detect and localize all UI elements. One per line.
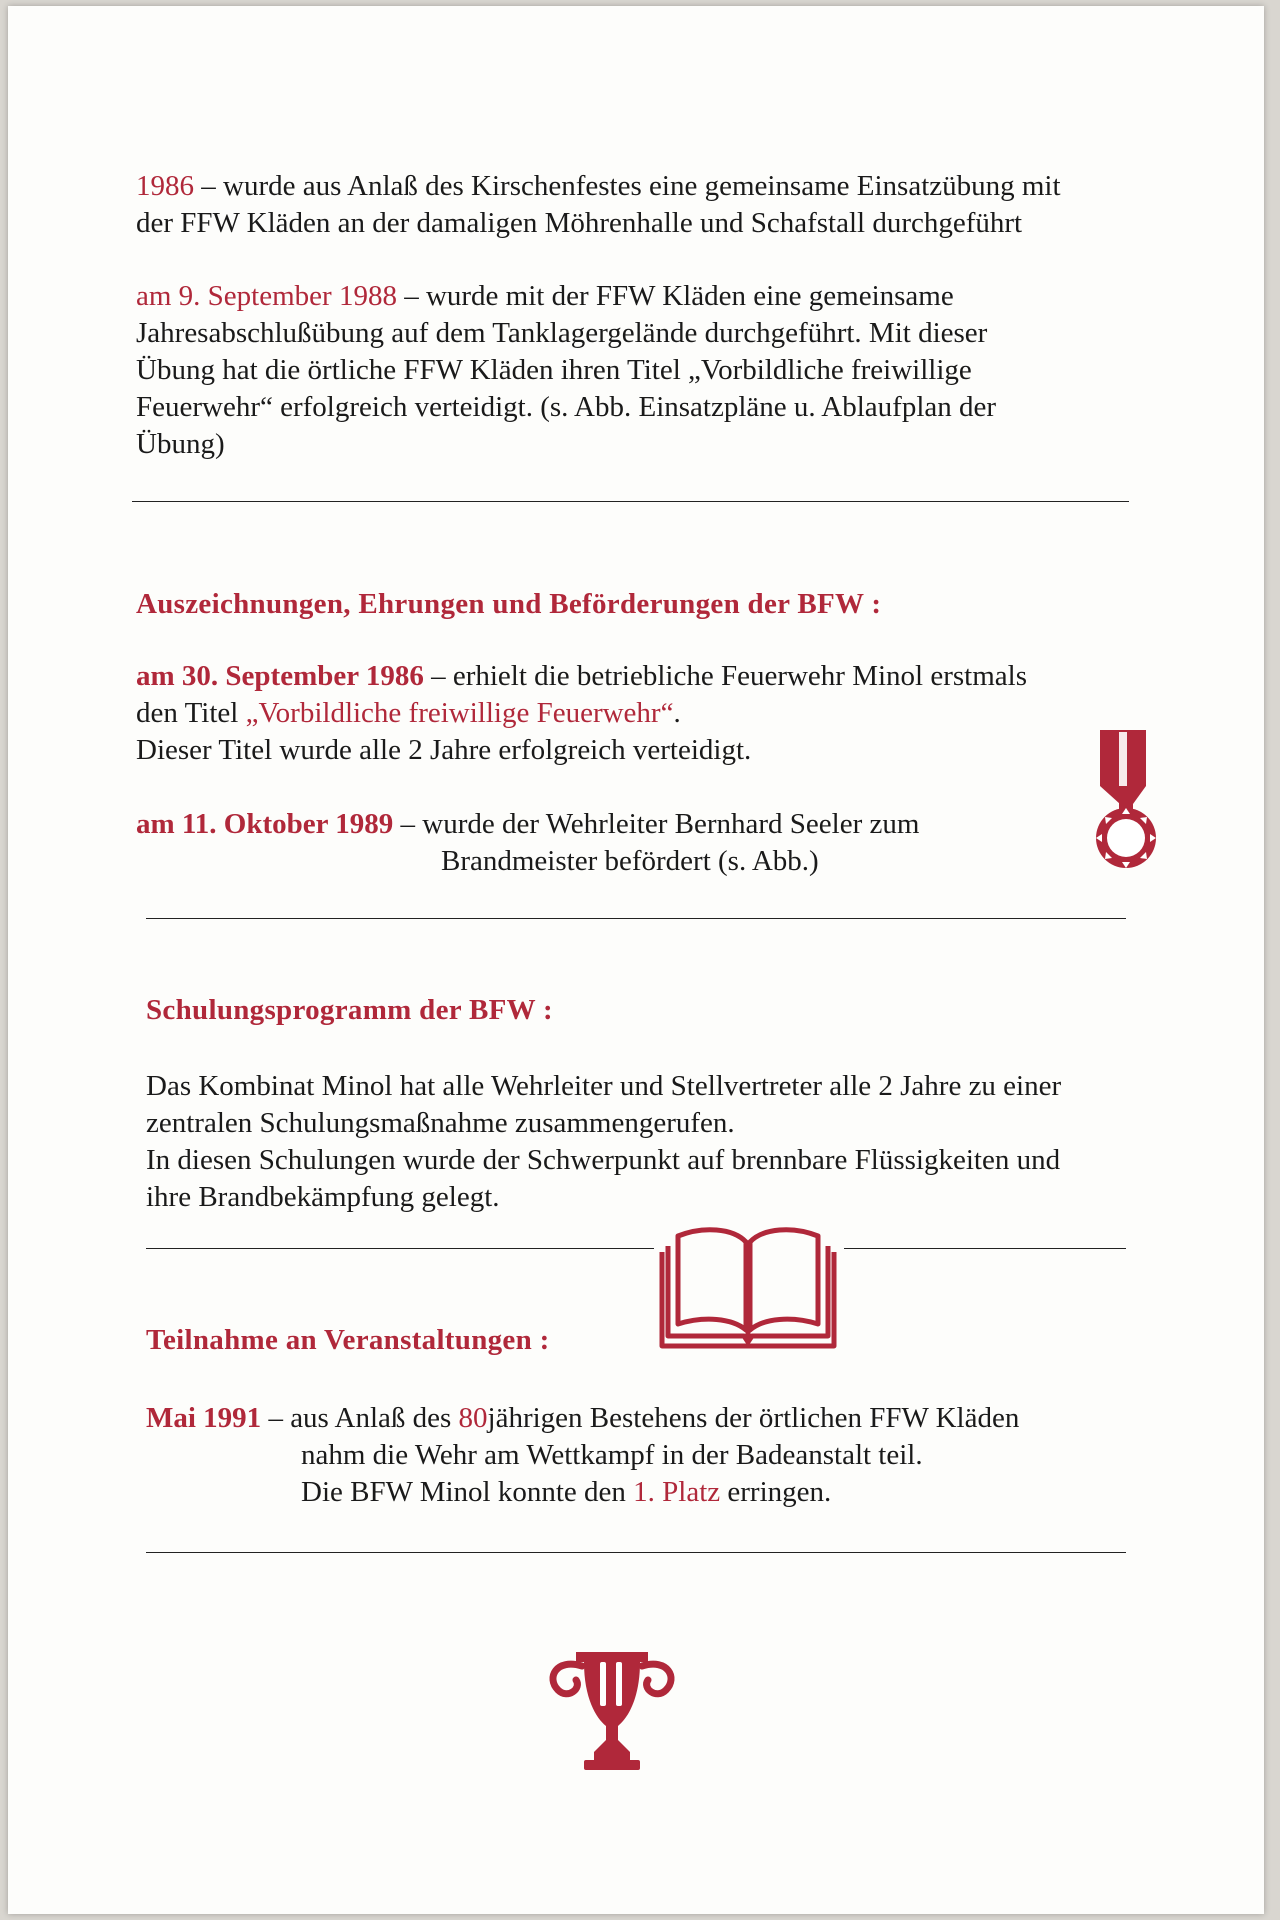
entry-text: Übung hat die örtliche FFW Kläden ihren Titel „Vorbildliche freiwillige: [136, 354, 972, 386]
entry-text: Übung): [136, 428, 225, 460]
entry-text: – wurde aus Anlaß des Kirschenfestes eine gemeinsame Einsatzübung mit: [194, 170, 1061, 202]
open-book-icon: [658, 1218, 838, 1353]
entry-text: nahm die Wehr am Wettkampf in der Badeanstalt teil.: [301, 1439, 923, 1471]
entry-text: – wurde mit der FFW Kläden eine gemeinsame: [396, 280, 954, 312]
entry-date: Mai 1991: [146, 1402, 262, 1434]
entry-text: Feuerwehr“ erfolgreich verteidigt. (s. Abb. Einsatzpläne u. Ablaufplan der: [136, 391, 997, 423]
paragraph-line: In diesen Schulungen wurde der Schwerpunkt auf brennbare Flüssigkeiten und: [146, 1144, 1061, 1176]
paragraph-line: zentralen Schulungsmaßnahme zusammengerufen.: [146, 1107, 735, 1139]
entry-text: Brandmeister befördert (s. Abb.): [441, 845, 819, 877]
entry-text: erringen.: [720, 1476, 832, 1508]
award-title: „Vorbildliche freiwillige Feuerwehr“: [245, 697, 674, 729]
section-divider-right: [844, 1248, 1126, 1249]
entry-text-place: [146, 1474, 1126, 1511]
entry-text: Dieser Titel wurde alle 2 Jahre erfolgreich verteidigt.: [136, 734, 752, 766]
training-paragraph: [146, 1068, 1126, 1216]
entry-text: – aus Anlaß des: [261, 1402, 459, 1434]
paragraph-line: ihre Brandbekämpfung gelegt.: [146, 1181, 500, 1213]
anniversary-number: 80: [458, 1402, 488, 1434]
entry-1986: [136, 168, 1156, 242]
entry-text: – wurde der Wehrleiter Bernhard Seeler zum: [393, 808, 920, 840]
entry-text: jährigen Bestehens der örtlichen FFW Kläden: [487, 1402, 1020, 1434]
entry-date: am 30. September 1986: [136, 660, 424, 692]
entry-event-1991: [146, 1400, 1126, 1511]
medal-icon: [1086, 724, 1176, 884]
entry-promotion-1989: [136, 806, 1096, 880]
trophy-icon: [542, 1648, 682, 1778]
entry-text: Die BFW Minol konnte den: [301, 1476, 634, 1508]
entry-award-1986: [136, 658, 1096, 769]
punctuation: .: [673, 697, 681, 729]
entry-text: Jahresabschlußübung auf dem Tanklagergelände durchgeführt. Mit dieser: [136, 317, 988, 349]
paragraph-line: Das Kombinat Minol hat alle Wehrleiter und Stellvertreter alle 2 Jahre zu einer: [146, 1070, 1062, 1102]
entry-date: am 11. Oktober 1989: [136, 808, 394, 840]
section-heading-training: Schulungsprogramm der BFW :: [146, 994, 553, 1026]
entry-text: den Titel: [136, 697, 246, 729]
entry-1988: [136, 278, 1156, 463]
placement: 1. Platz: [633, 1476, 721, 1508]
entry-text: – erhielt die betriebliche Feuerwehr Minol erstmals: [423, 660, 1027, 692]
section-divider: [146, 1552, 1126, 1553]
section-heading-events: Teilnahme an Veranstaltungen :: [146, 1324, 550, 1356]
entry-date: 1986: [136, 170, 194, 202]
document-page: [8, 6, 1264, 1914]
section-divider: [132, 501, 1129, 502]
entry-text: der FFW Kläden an der damaligen Möhrenhalle und Schafstall durchgeführt: [136, 207, 1023, 239]
entry-date: am 9. September 1988: [136, 280, 397, 312]
section-heading-awards: Auszeichnungen, Ehrungen und Beförderungen der BFW :: [136, 588, 882, 620]
section-divider-left: [146, 1248, 654, 1249]
section-divider: [146, 918, 1126, 919]
